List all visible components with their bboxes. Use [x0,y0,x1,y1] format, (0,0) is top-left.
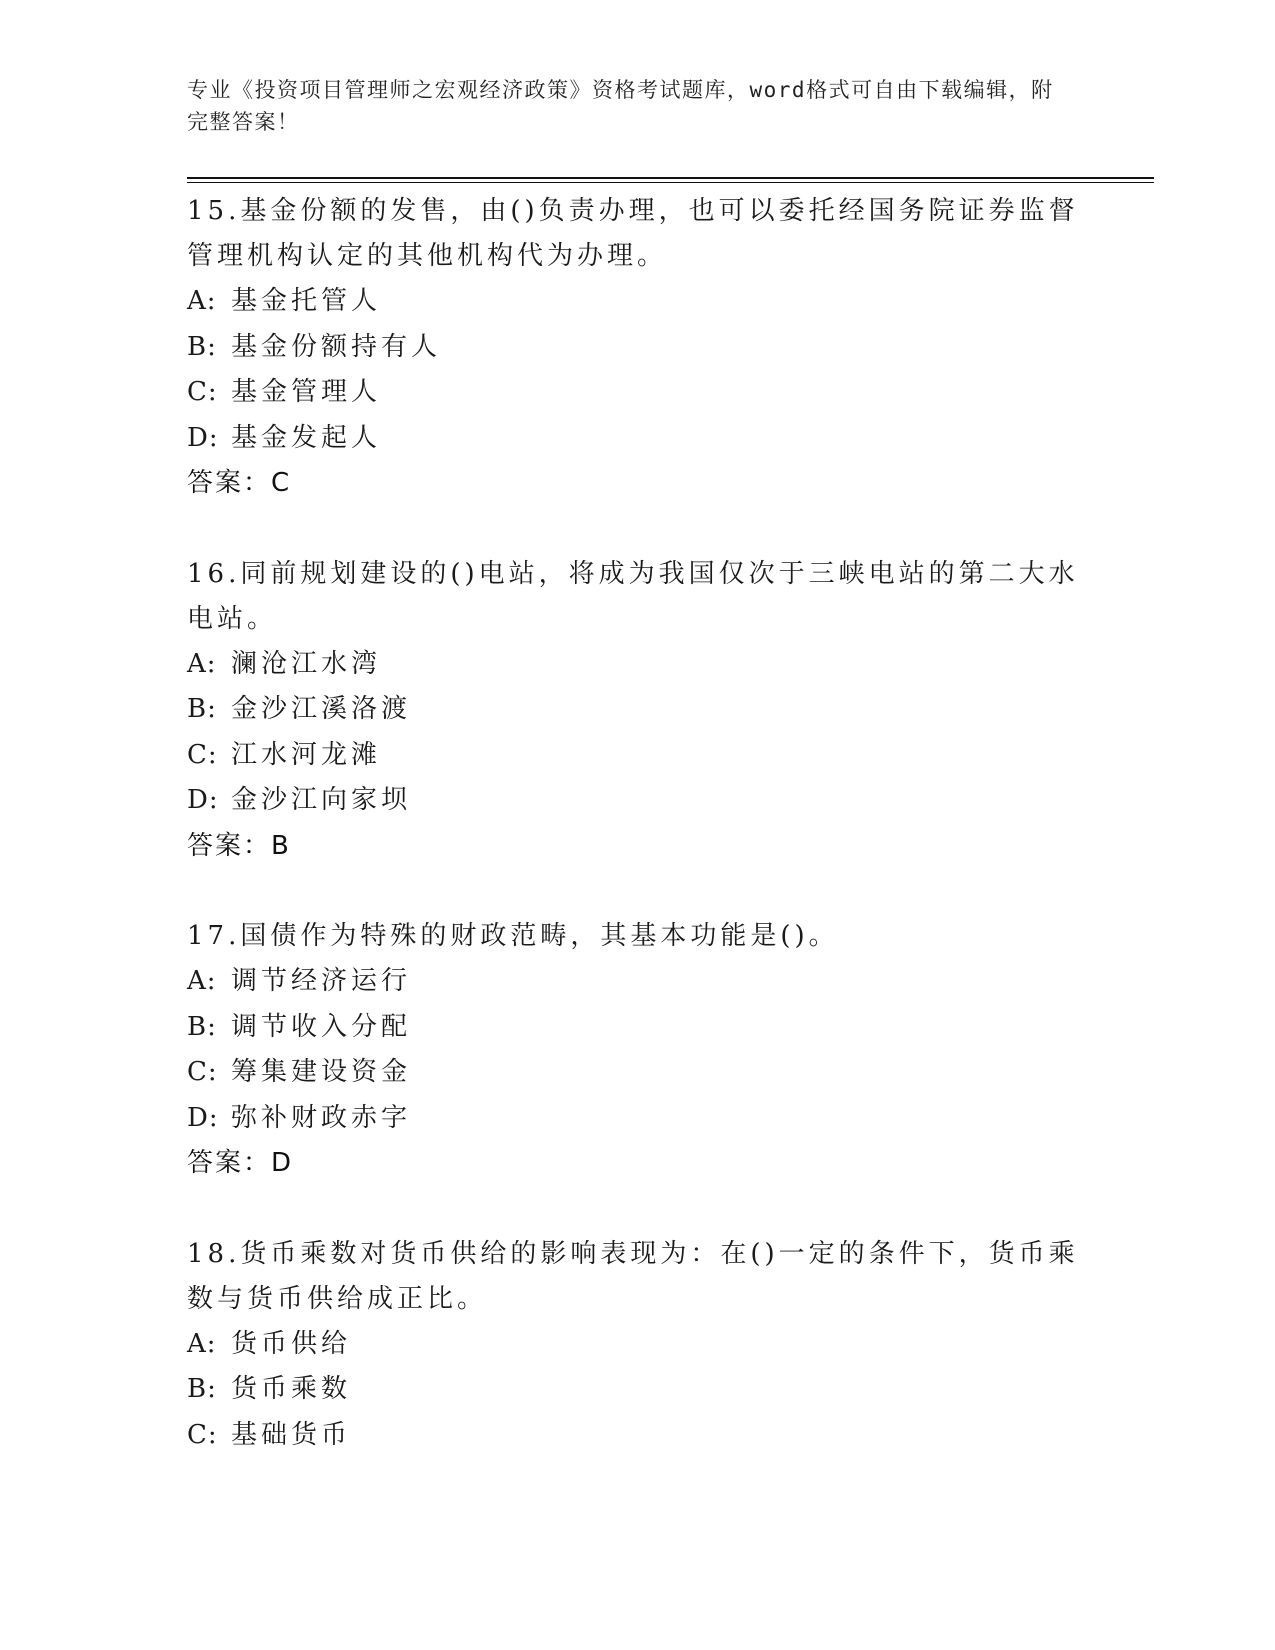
option-a [187,279,1087,325]
header-divider-thick [187,177,1154,179]
option-letter: B: [187,331,217,362]
option-b [187,1005,1087,1051]
option-text: 基础货币 [231,1419,352,1450]
question-16 [187,551,1087,870]
answer-line: 答案：B [187,830,291,861]
option-a [187,959,1087,1005]
option-c [187,370,1087,416]
option-text: 调节经济运行 [231,966,412,996]
option-c [187,1413,1087,1459]
option-text: 江水河龙滩 [231,739,382,770]
question-list [187,188,1087,1458]
answer-line: 答案：D [187,1148,294,1178]
option-letter: A: [187,1328,217,1359]
option-letter: A: [187,966,217,996]
option-letter: B: [187,1374,217,1404]
document-header: 专业《投资项目管理师之宏观经济政策》资格考试题库，word格式可自由下载编辑，附完整答案！ [187,78,1054,134]
option-b [187,325,1087,371]
option-letter: D: [187,785,219,815]
option-text: 基金管理人 [231,377,382,407]
option-c [187,733,1087,779]
option-letter: C: [187,377,218,407]
option-a [187,642,1087,688]
option-c [187,1050,1087,1096]
question-18 [187,1231,1087,1459]
option-text: 金沙江溪洛渡 [231,694,412,724]
option-d [187,1096,1087,1142]
question-17 [187,913,1087,1187]
option-text: 基金份额持有人 [231,331,442,362]
option-a [187,1322,1087,1368]
option-text: 货币供给 [231,1328,352,1359]
option-text: 调节收入分配 [231,1011,412,1042]
option-b [187,687,1087,733]
option-letter: C: [187,1419,218,1450]
option-letter: C: [187,1057,218,1087]
option-text: 筹集建设资金 [231,1057,412,1087]
option-b [187,1367,1087,1413]
option-text: 澜沧江水湾 [231,648,382,679]
option-letter: A: [187,286,217,316]
option-letter: D: [187,422,219,453]
question-stem: 17.国债作为特殊的财政范畴，其基本功能是()。 [187,921,839,951]
question-stem: 16.同前规划建设的()电站，将成为我国仅次于三峡电站的第二大水电站。 [187,558,1079,634]
option-letter: C: [187,739,218,770]
header-divider-thin [187,182,1154,183]
option-letter: A: [187,648,217,679]
question-stem: 15.基金份额的发售，由()负责办理，也可以委托经国务院证券监督管理机构认定的其他机构代为办理。 [187,196,1079,271]
option-text: 金沙江向家坝 [231,785,412,815]
question-stem: 18.货币乘数对货币供给的影响表现为：在()一定的条件下，货币乘数与货币供给成正比。 [187,1238,1079,1314]
option-d [187,416,1087,462]
option-letter: B: [187,1011,217,1042]
option-text: 货币乘数 [231,1374,352,1404]
option-text: 基金托管人 [231,286,382,316]
option-letter: D: [187,1102,219,1133]
option-letter: B: [187,694,217,724]
option-d [187,778,1087,824]
option-text: 基金发起人 [231,422,382,453]
answer-line: 答案：C [187,468,292,498]
option-text: 弥补财政赤字 [231,1102,412,1133]
question-15 [187,188,1087,507]
